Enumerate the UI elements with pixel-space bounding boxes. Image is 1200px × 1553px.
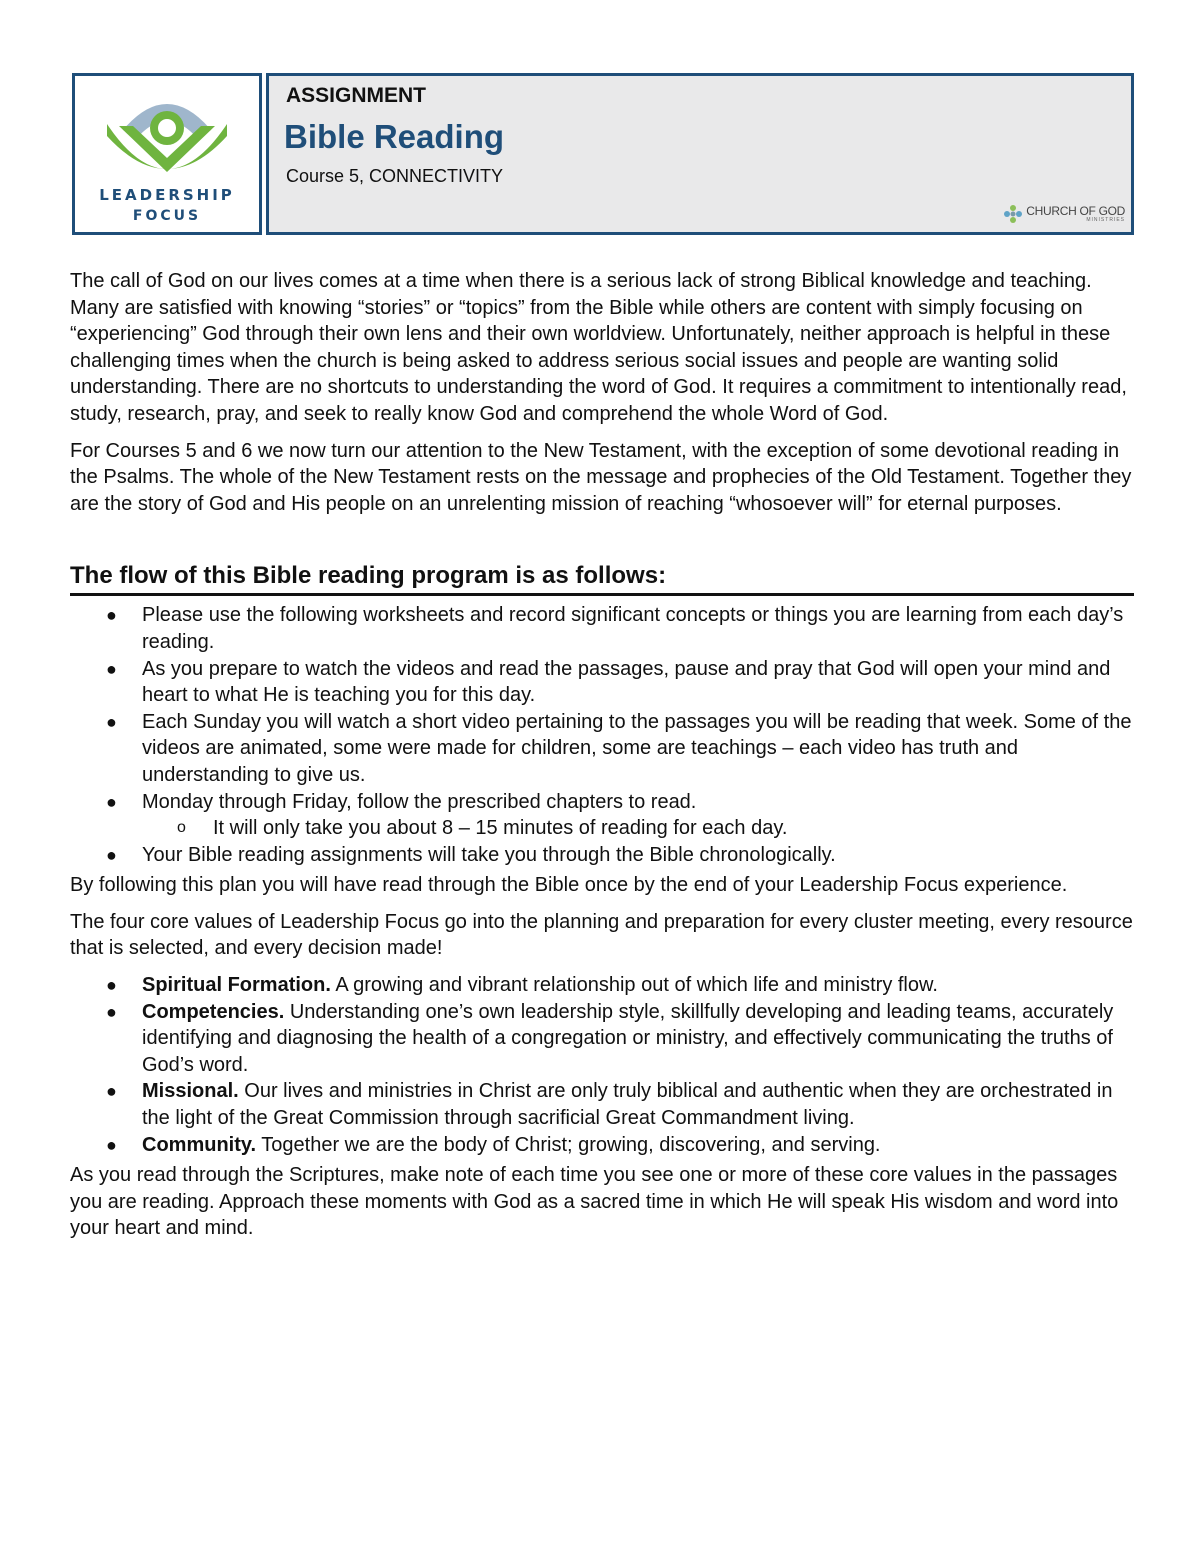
flow-heading: The flow of this Bible reading program is as follows: [70, 561, 1134, 596]
bullet-icon: ● [106, 1001, 117, 1022]
list-item: ● Community. Together we are the body of Christ; growing, discovering, and serving. [70, 1132, 1134, 1159]
sub-bullet-icon: o [177, 819, 186, 837]
flow-closing: By following this plan you will have read through the Bible once by the end of your Leadership Focus experience. [70, 874, 1068, 897]
title-panel [266, 73, 1134, 235]
bullet-icon: ● [106, 1134, 117, 1155]
church-of-god-name: CHURCH OF GOD [1026, 204, 1125, 218]
intro-paragraph-1: The call of God on our lives comes at a time when there is a serious lack of strong Biblical knowledge and teaching. Many are satisfied with knowing “stories” or “topics” from the Bible while others are content with simply focusing on “experiencing” God through their own lens and their own worldview. Unfortunately, neither approach is helpful in these challenging times when the church is being asked to address serious social issues and people are wanting solid understanding. There are no shortcuts to understanding the word of God. It requires a commitment to intentionally read, study, research, pray, and seek to really know God and comprehend the whole Word of God. [70, 270, 1127, 425]
church-of-god-emblem-icon [1003, 204, 1023, 224]
list-item: ● Spiritual Formation. A growing and vibrant relationship out of which life and ministry flow. [70, 972, 1134, 999]
flow-list [70, 602, 1134, 868]
leadership-focus-logo [72, 73, 262, 235]
value-term: Community. [142, 1133, 257, 1156]
bullet-icon: ● [106, 1081, 117, 1102]
list-item: ● Please use the following worksheets and record significant concepts or things you are learning from each day’s reading. [106, 604, 1124, 653]
bullet-icon: ● [106, 975, 117, 996]
church-of-god-logo [1003, 204, 1125, 224]
document-header [72, 73, 1136, 235]
list-item: ● Competencies. Understanding one’s own leadership style, skillfully developing and leading teams, accurately identifying and diagnosing the health of a congregation or ministry, and effectively communicating the truths of God’s word. [106, 1000, 1114, 1076]
bullet-icon: ● [106, 791, 117, 812]
values-intro: The four core values of Leadership Focus go into the planning and preparation for every cluster meeting, every resource that is selected, and every decision made! [70, 910, 1133, 960]
values-closing: As you read through the Scriptures, make note of each time you see one or more of these core values in the passages you are reading. Approach these moments with God as a sacred time in which He will speak His wisdom and word into your heart and mind. [70, 1164, 1119, 1240]
list-item: ● As you prepare to watch the videos and read the passages, pause and pray that God will open your mind and heart to what He is teaching you for this day. [106, 657, 1111, 707]
core-values-list [70, 972, 1134, 1158]
document-body [70, 268, 1134, 1252]
church-of-god-sub: MINISTRIES [1086, 217, 1125, 223]
bullet-icon: ● [106, 605, 117, 626]
value-term: Missional. [142, 1080, 239, 1103]
value-term: Competencies. [142, 1000, 285, 1023]
course-label: Course 5, CONNECTIVITY [286, 166, 504, 186]
list-item: ● Your Bible reading assignments will take you through the Bible chronologically. [70, 842, 1134, 869]
logo-text-focus: FOCUS [132, 208, 202, 224]
list-item: ● Monday through Friday, follow the prescribed chapters to read. o It will only take you about 8 – 15 minutes of reading for each day. [70, 789, 1134, 842]
eye-figure-icon [101, 84, 233, 184]
value-term: Spiritual Formation. [142, 974, 331, 997]
logo-text-leadership: LEADERSHIP [99, 186, 235, 204]
list-item: ● Missional. Our lives and ministries in Christ are only truly biblical and authentic when they are orchestrated in the light of the Great Commission through sacrificial Great Commandment living. [106, 1080, 1113, 1130]
bullet-icon: ● [106, 844, 117, 865]
bullet-icon: ● [106, 711, 117, 732]
assignment-label: ASSIGNMENT [286, 84, 427, 107]
bullet-icon: ● [106, 658, 117, 679]
page-title: Bible Reading [284, 118, 505, 155]
sub-list-item: o It will only take you about 8 – 15 minutes of reading for each day. [70, 815, 1134, 842]
intro-paragraph-2: For Courses 5 and 6 we now turn our attention to the New Testament, with the exception of some devotional reading in the Psalms. The whole of the New Testament rests on the message and prophecies of the Old Testament. Together they are the story of God and His people on an unrelenting mission of reaching “whosoever will” for eternal purposes. [70, 439, 1132, 515]
list-item: ● Each Sunday you will watch a short video pertaining to the passages you will be reading that week. Some of the videos are animated, some were made for children, some are teachings – each video has truth and understanding to give us. [106, 710, 1132, 786]
